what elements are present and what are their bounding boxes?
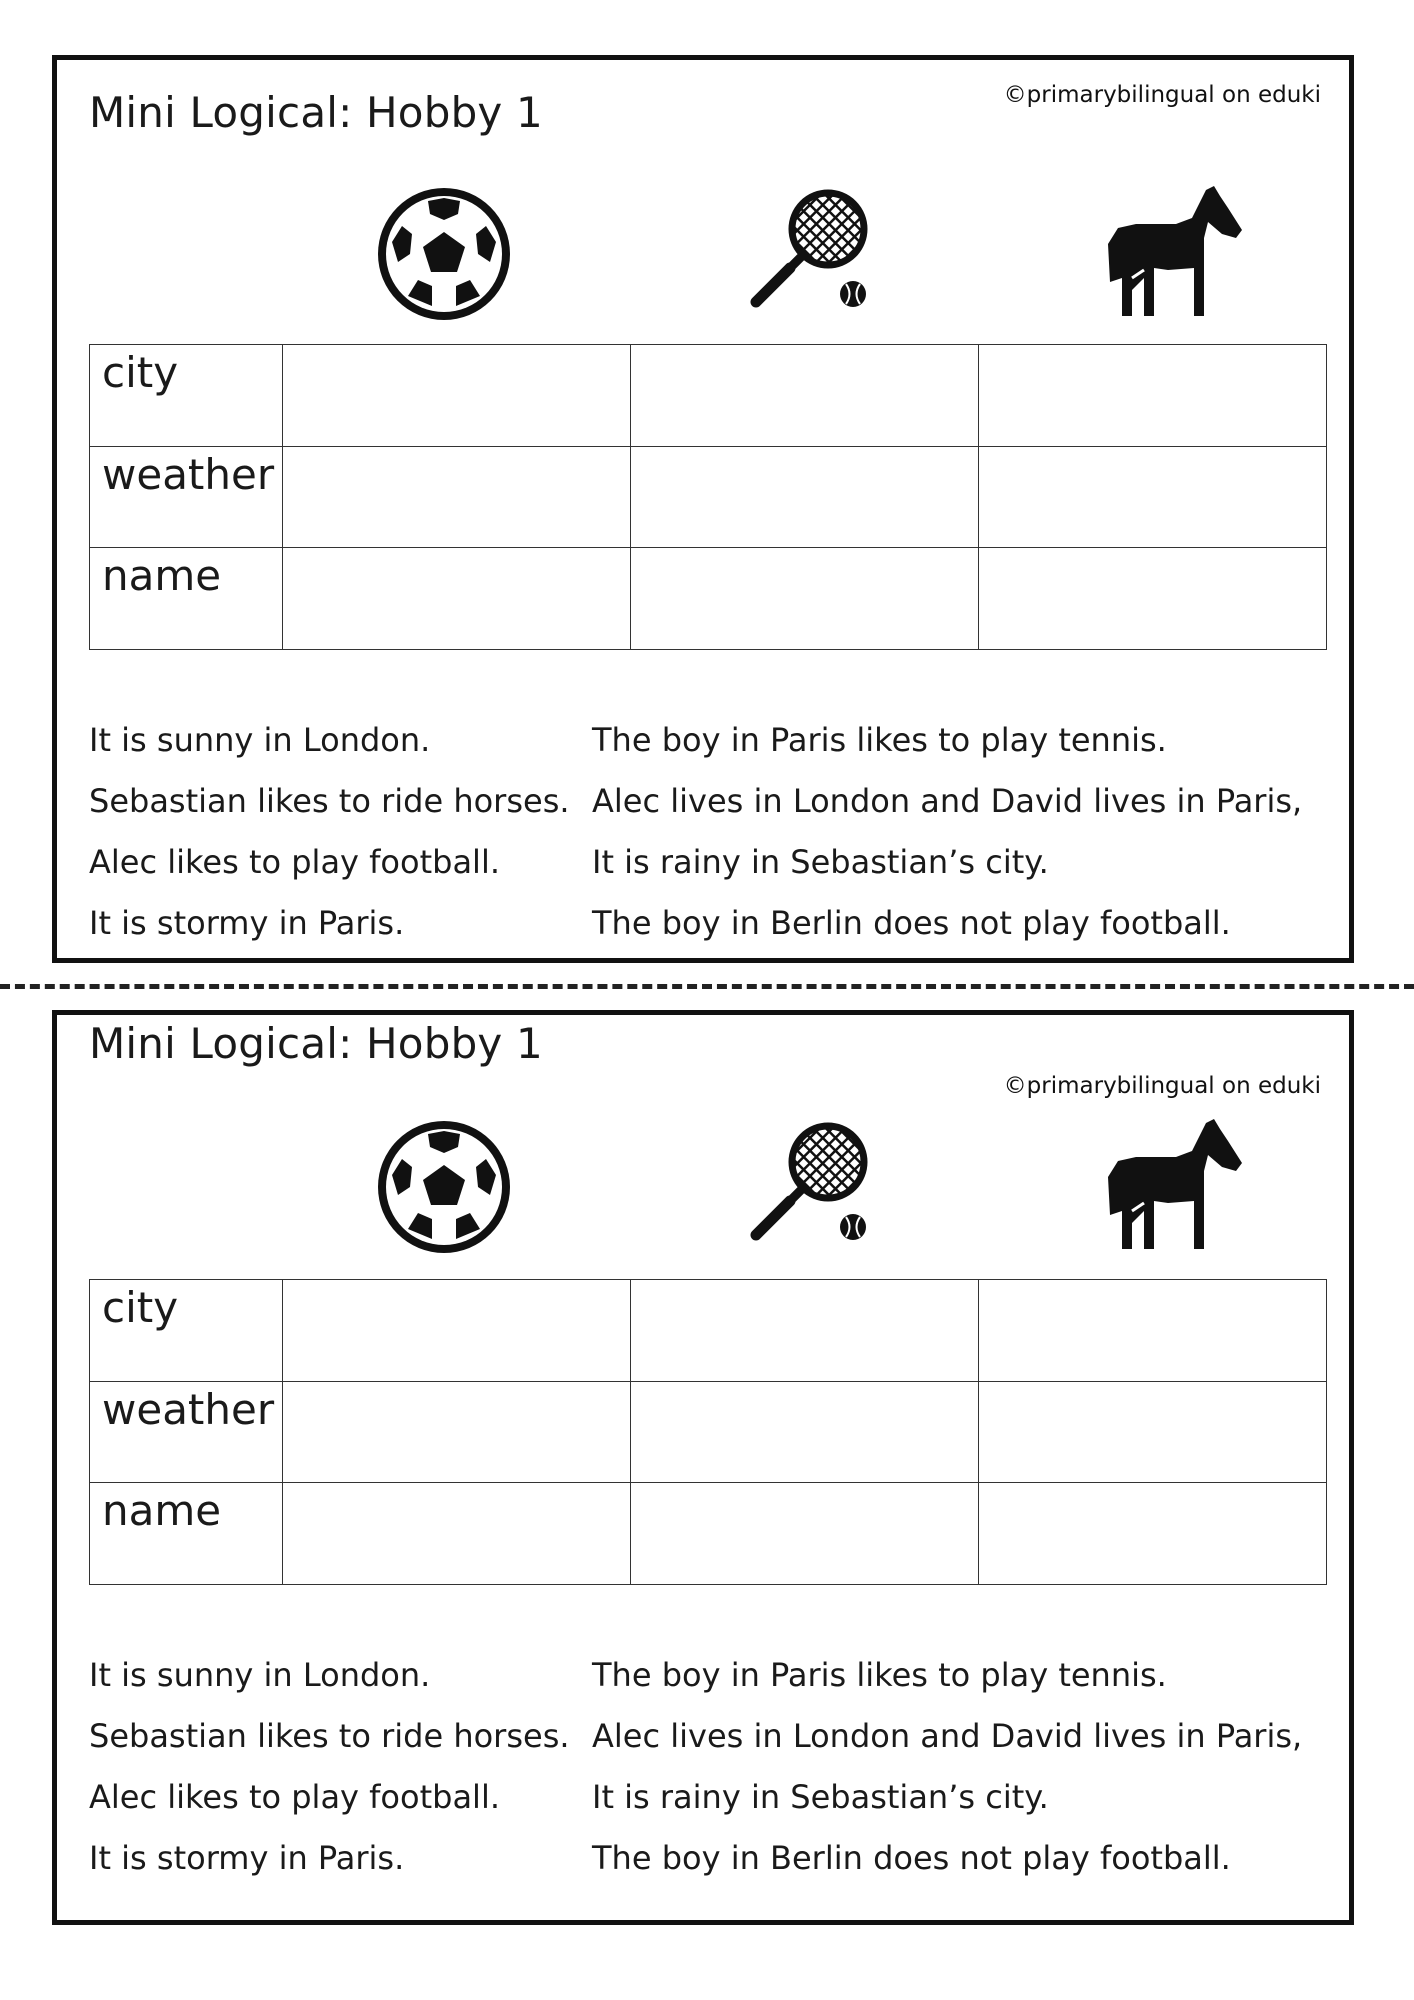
clue: The boy in Paris likes to play tennis.: [592, 721, 1167, 759]
answer-cell[interactable]: [631, 446, 979, 548]
horse-icon: [1096, 178, 1246, 328]
row-label-weather: weather: [90, 1381, 283, 1483]
clues-right-column: [592, 710, 1302, 954]
answer-cell[interactable]: [283, 1483, 631, 1585]
answer-cell[interactable]: [979, 1483, 1327, 1585]
answer-cell[interactable]: [979, 446, 1327, 548]
table-row: [90, 1280, 1327, 1382]
clue: It is rainy in Sebastian’s city.: [592, 843, 1049, 881]
table-row: [90, 1483, 1327, 1585]
clues-left-column: [89, 1645, 570, 1889]
clue: Sebastian likes to ride horses.: [89, 1717, 570, 1755]
table-row: [90, 345, 1327, 447]
clues-right-column: [592, 1645, 1302, 1889]
row-label-name: name: [90, 548, 283, 650]
tennis-racket-icon: [740, 184, 880, 324]
answer-cell[interactable]: [283, 1381, 631, 1483]
logic-grid: [89, 344, 1327, 650]
logic-grid: [89, 1279, 1327, 1585]
clue: It is sunny in London.: [89, 1656, 431, 1694]
row-label-name: name: [90, 1483, 283, 1585]
clue: It is sunny in London.: [89, 721, 431, 759]
football-icon: [374, 1117, 514, 1257]
clue: It is stormy in Paris.: [89, 904, 405, 942]
worksheet-card: [52, 55, 1354, 963]
answer-cell[interactable]: [283, 1280, 631, 1382]
clue: It is stormy in Paris.: [89, 1839, 405, 1877]
clue: The boy in Paris likes to play tennis.: [592, 1656, 1167, 1694]
cut-line: [0, 984, 1414, 989]
answer-cell[interactable]: [283, 446, 631, 548]
worksheet-title: Mini Logical: Hobby 1: [89, 1019, 543, 1068]
row-label-city: city: [90, 1280, 283, 1382]
answer-cell[interactable]: [979, 1381, 1327, 1483]
clue: Alec likes to play football.: [89, 1778, 500, 1816]
clue: Sebastian likes to ride horses.: [89, 782, 570, 820]
clue: Alec lives in London and David lives in Paris,: [592, 1717, 1303, 1755]
table-row: [90, 548, 1327, 650]
copyright-notice: ©primarybilingual on eduki: [1003, 1073, 1321, 1099]
clue: Alec lives in London and David lives in Paris,: [592, 782, 1303, 820]
answer-cell[interactable]: [979, 548, 1327, 650]
row-label-city: city: [90, 345, 283, 447]
tennis-racket-icon: [740, 1117, 880, 1257]
clue: It is rainy in Sebastian’s city.: [592, 1778, 1049, 1816]
horse-icon: [1096, 1111, 1246, 1261]
answer-cell[interactable]: [979, 1280, 1327, 1382]
answer-cell[interactable]: [979, 345, 1327, 447]
worksheet-title: Mini Logical: Hobby 1: [89, 88, 543, 137]
clues-left-column: [89, 710, 570, 954]
answer-cell[interactable]: [631, 1381, 979, 1483]
worksheet-card: [52, 1010, 1354, 1925]
clue: The boy in Berlin does not play football.: [592, 1839, 1231, 1877]
football-icon: [374, 184, 514, 324]
table-row: [90, 446, 1327, 548]
answer-cell[interactable]: [631, 345, 979, 447]
clue: The boy in Berlin does not play football.: [592, 904, 1231, 942]
answer-cell[interactable]: [631, 1280, 979, 1382]
answer-cell[interactable]: [283, 345, 631, 447]
answer-cell[interactable]: [631, 548, 979, 650]
table-row: [90, 1381, 1327, 1483]
copyright-notice: ©primarybilingual on eduki: [1003, 82, 1321, 108]
clue: Alec likes to play football.: [89, 843, 500, 881]
row-label-weather: weather: [90, 446, 283, 548]
answer-cell[interactable]: [631, 1483, 979, 1585]
answer-cell[interactable]: [283, 548, 631, 650]
